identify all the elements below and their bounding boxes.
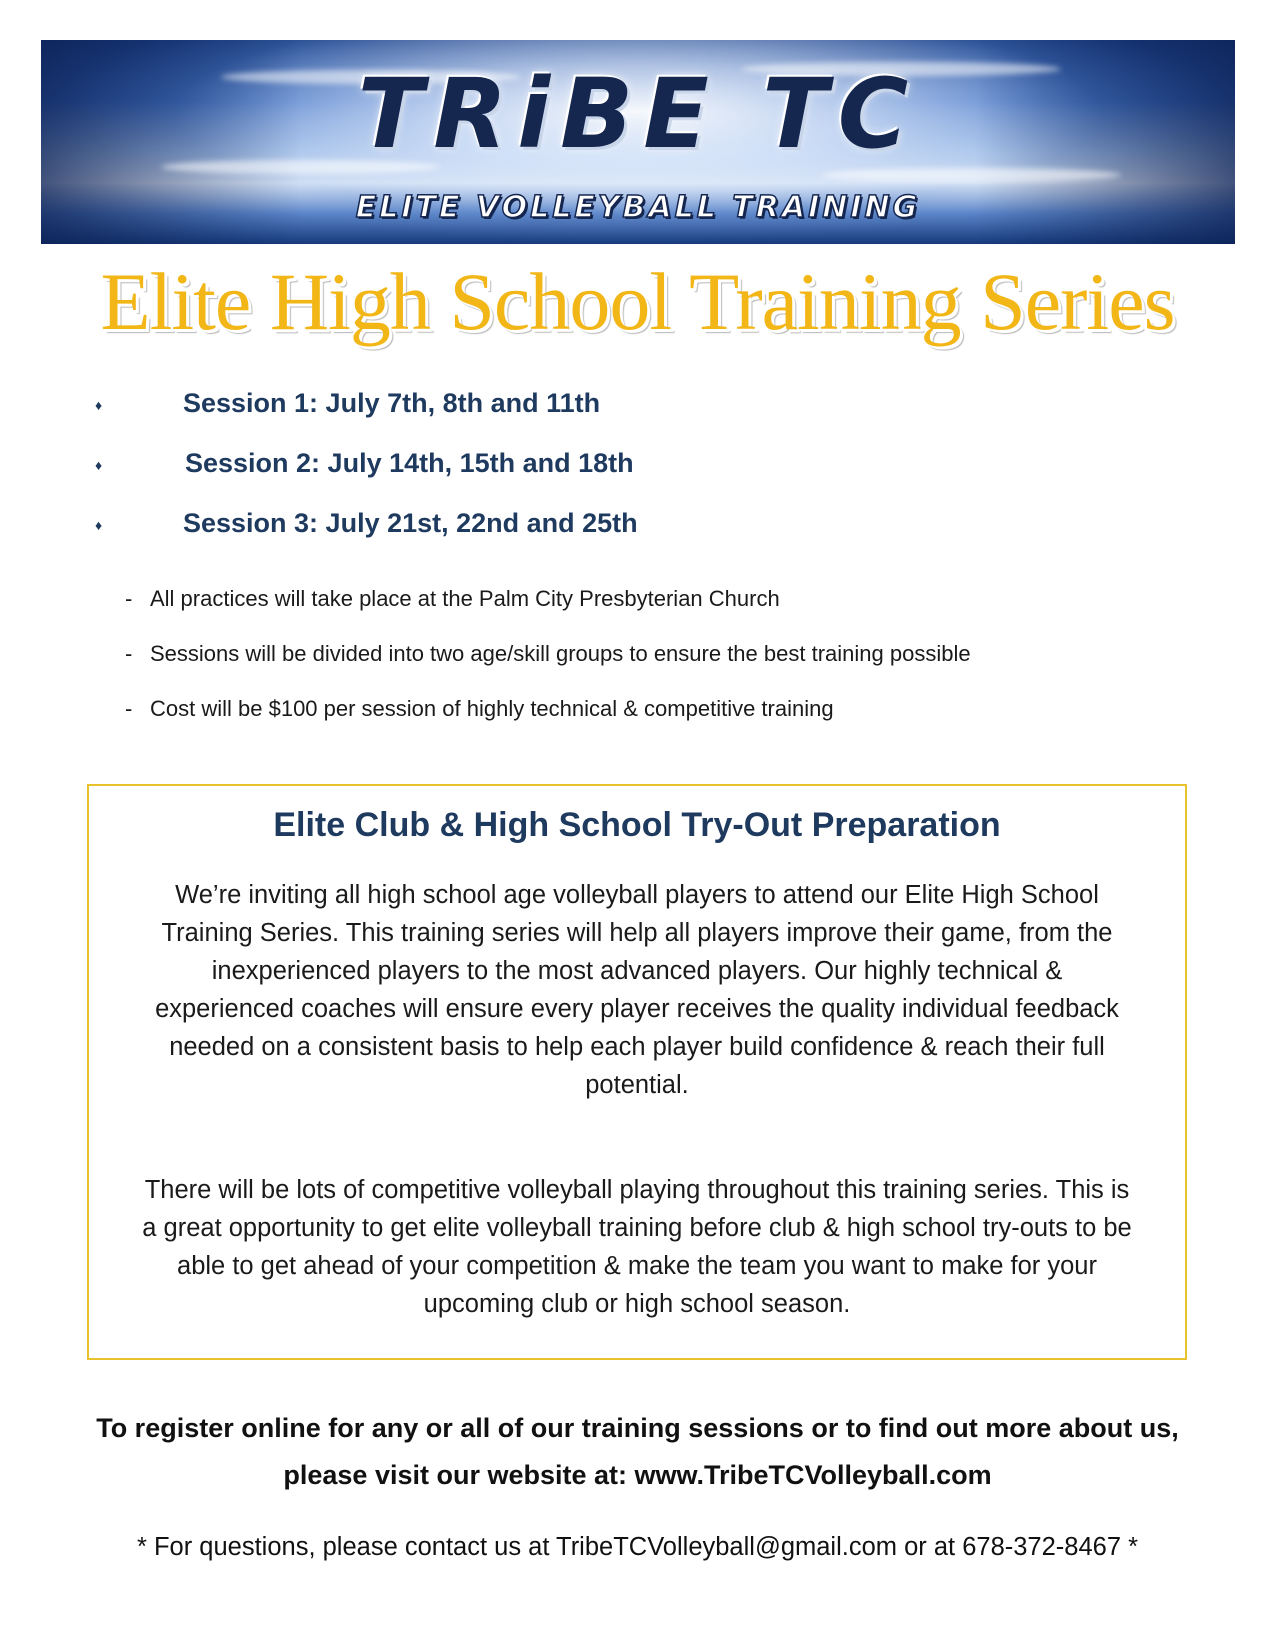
detail-item [125, 586, 971, 641]
diamond-bullet-icon: ♦ [95, 457, 103, 473]
session-text: Session 3: July 21st, 22nd and 25th [183, 508, 638, 538]
header-banner [41, 40, 1235, 244]
details-list [125, 586, 971, 751]
detail-text: Cost will be $100 per session of highly technical & competitive training [150, 696, 834, 721]
tryout-prep-box [87, 784, 1187, 1360]
box-paragraph: There will be lots of competitive volleyball playing throughout this training series. This is a great opportunity to get elite volleyball training before club & high school try-outs to be able to get ahead of your competition & make the team you want to make for your upcoming club or high school season. [142, 1176, 1132, 1318]
session-text: Session 2: July 14th, 15th and 18th [185, 448, 634, 478]
brand-logo-text: TRiBE TC [357, 58, 919, 170]
dash-bullet: - [125, 641, 133, 666]
box-paragraph: We’re inviting all high school age volleyball players to attend our Elite High School Training Series. This training series will help all players improve their game, from the inexperienced players to the most advanced players. Our highly technical & experienced coaches will ensure every player receives the quality individual feedback needed on a consistent basis to help each player build confidence & reach their full potential. [155, 881, 1119, 1099]
dash-bullet: - [125, 586, 133, 611]
page-title: Elite High School Training Series [100, 256, 1175, 347]
box-heading: Elite Club & High School Try-Out Preparation [273, 806, 1001, 844]
registration-notice: To register online for any or all of our training sessions or to find out more about us, please visit our website at: www.TribeTCVolleyball.com [96, 1413, 1179, 1490]
detail-text: Sessions will be divided into two age/skill groups to ensure the best training possible [150, 641, 971, 666]
brand-tagline: ELITE VOLLEYBALL TRAINING [355, 190, 921, 225]
dash-bullet: - [125, 696, 133, 721]
session-text: Session 1: July 7th, 8th and 11th [183, 388, 601, 418]
detail-item [125, 696, 971, 751]
banner-streak [821, 168, 1121, 182]
diamond-bullet-icon: ♦ [95, 397, 103, 413]
contact-line: * For questions, please contact us at TribeTCVolleyball@gmail.com or at 678-372-8467 * [136, 1533, 1139, 1561]
detail-item [125, 641, 971, 696]
diamond-bullet-icon: ♦ [95, 517, 103, 533]
detail-text: All practices will take place at the Palm City Presbyterian Church [150, 586, 780, 611]
